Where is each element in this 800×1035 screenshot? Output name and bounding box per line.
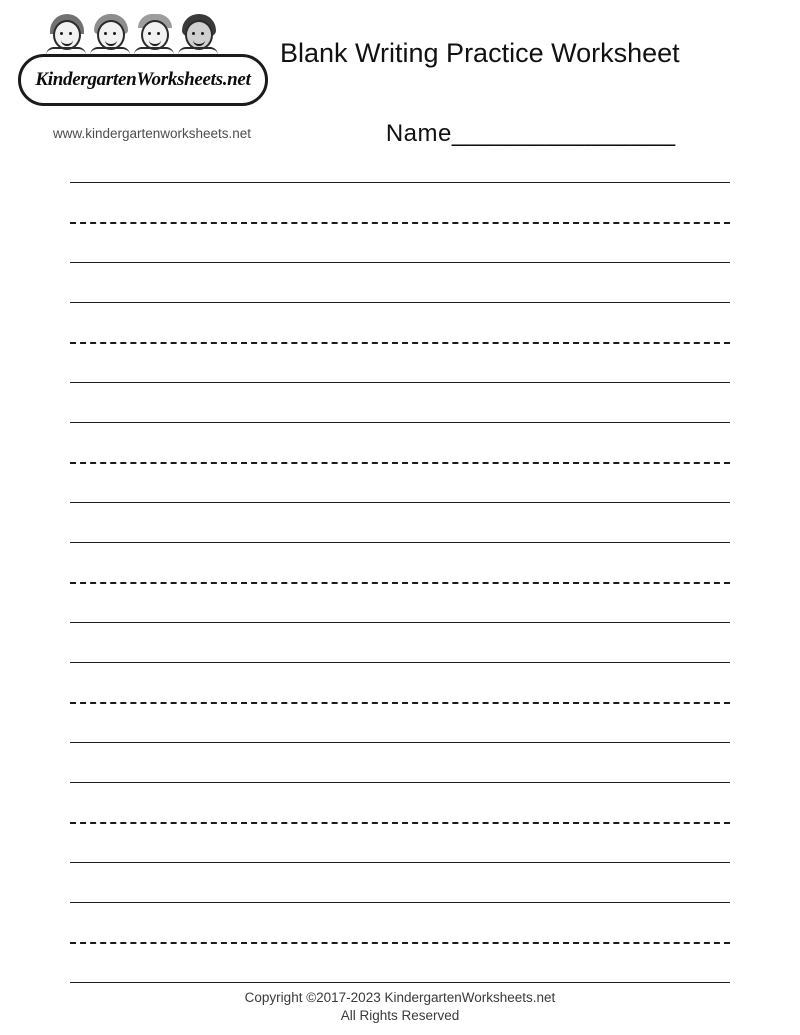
solid-line	[70, 502, 730, 503]
name-label: Name	[385, 120, 452, 147]
solid-line	[70, 662, 730, 663]
solid-line	[70, 382, 730, 383]
writing-lines-area	[70, 182, 730, 1022]
site-url: www.kindergartenworksheets.net	[52, 126, 252, 141]
solid-line	[70, 542, 730, 543]
dashed-midline	[70, 702, 730, 704]
line-group	[70, 302, 730, 422]
line-group	[70, 782, 730, 902]
line-group	[70, 422, 730, 542]
logo-text: KindergartenWorksheets.net	[35, 69, 251, 90]
line-group	[70, 542, 730, 662]
solid-line	[70, 982, 730, 983]
name-input-blank[interactable]: __________________	[451, 120, 675, 147]
solid-line	[70, 422, 730, 423]
site-logo[interactable]	[18, 14, 270, 141]
dashed-midline	[70, 222, 730, 224]
solid-line	[70, 742, 730, 743]
solid-line	[70, 622, 730, 623]
solid-line	[70, 862, 730, 863]
solid-line	[70, 302, 730, 303]
solid-line	[70, 902, 730, 903]
solid-line	[70, 782, 730, 783]
footer	[0, 989, 800, 1025]
solid-line	[70, 182, 730, 183]
dashed-midline	[70, 942, 730, 944]
page-title: Blank Writing Practice Worksheet	[280, 38, 680, 68]
dashed-midline	[70, 582, 730, 584]
dashed-midline	[70, 462, 730, 464]
line-group	[70, 662, 730, 782]
line-group	[70, 182, 730, 302]
rights-text: All Rights Reserved	[340, 1008, 460, 1023]
solid-line	[70, 262, 730, 263]
logo-badge	[18, 14, 268, 110]
dashed-midline	[70, 342, 730, 344]
name-field-row	[280, 120, 780, 148]
worksheet-header	[0, 0, 800, 160]
dashed-midline	[70, 822, 730, 824]
copyright-text: Copyright ©2017-2023 KindergartenWorksheets.net	[244, 990, 556, 1005]
